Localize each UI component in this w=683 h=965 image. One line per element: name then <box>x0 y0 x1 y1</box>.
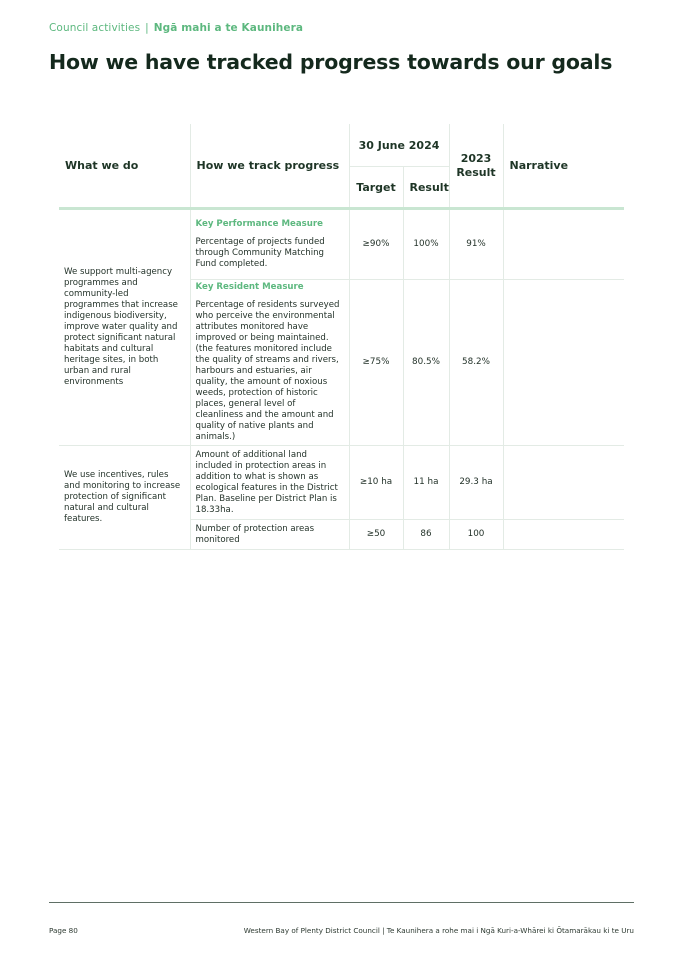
narrative-cell <box>503 520 624 550</box>
measure-text: Percentage of projects funded through Community Matching Fund completed. <box>195 237 325 269</box>
breadcrumb-section: Council activities <box>49 22 141 34</box>
result-cell: 80.5% <box>403 280 449 446</box>
target-cell: ≥90% <box>349 209 403 280</box>
measure-type-label: Key Resident Measure <box>195 282 304 292</box>
result-cell: 86 <box>403 520 449 550</box>
breadcrumb <box>49 22 303 34</box>
measure-text: Amount of additional land included in protection areas in addition to what is shown as ecological features in the District Plan. Baseline per District Plan is 18.33ha. <box>195 449 338 515</box>
header-target: Target <box>349 167 403 209</box>
measure-cell <box>190 520 349 550</box>
header-how-we-track: How we track progress <box>190 124 349 209</box>
measure-cell <box>190 209 349 280</box>
page-title: How we have tracked progress towards our goals <box>49 50 613 74</box>
header-prior-year <box>449 124 503 209</box>
result-cell: 100% <box>403 209 449 280</box>
header-period: 30 June 2024 <box>349 124 449 167</box>
prior-result-cell: 91% <box>449 209 503 280</box>
header-result: Result <box>403 167 449 209</box>
breadcrumb-section-maori: Ngā mahi a te Kaunihera <box>153 22 304 34</box>
narrative-cell <box>503 280 624 446</box>
measure-cell <box>190 446 349 520</box>
header-prior-year-label: 2023 <box>460 151 492 165</box>
header-prior-result-label: Result <box>456 165 496 179</box>
narrative-cell <box>503 446 624 520</box>
measure-text: Percentage of residents surveyed who perceive the environmental attributes monitored have improved or being maintained. (the features monitored include the quality of streams and rivers, harbours and estuaries, air quality, the amount of noxious weeds, protection of historic places, general level of cleanliness and the amount and quality of native plants and animals.) <box>195 300 340 442</box>
prior-result-cell: 100 <box>449 520 503 550</box>
narrative-cell <box>503 209 624 280</box>
result-cell: 11 ha <box>403 446 449 520</box>
footer-divider <box>49 902 634 903</box>
page-number: Page 80 <box>49 926 78 935</box>
header-what-we-do: What we do <box>59 124 190 209</box>
prior-result-cell: 29.3 ha <box>449 446 503 520</box>
what-we-do-cell: We support multi-agency programmes and community-led programmes that increase indigenous biodiversity, improve water quality and protect significant natural habitats and cultural heritage sites, in both urban and rural environments <box>59 209 190 446</box>
breadcrumb-separator: | <box>145 22 149 34</box>
prior-result-cell: 58.2% <box>449 280 503 446</box>
header-row-top <box>59 124 624 167</box>
table-row <box>59 446 624 520</box>
progress-table <box>59 124 624 550</box>
measure-type-label: Key Performance Measure <box>195 219 323 229</box>
target-cell: ≥50 <box>349 520 403 550</box>
target-cell: ≥75% <box>349 280 403 446</box>
measure-cell <box>190 280 349 446</box>
header-narrative: Narrative <box>503 124 624 209</box>
measure-text: Number of protection areas monitored <box>195 523 315 545</box>
target-cell: ≥10 ha <box>349 446 403 520</box>
footer-publisher: Western Bay of Plenty District Council | Te Kaunihera a rohe mai i Ngā Kuri-a-Whārei ki Ōtamarākau ki te Uru <box>243 926 634 935</box>
what-we-do-cell: We use incentives, rules and monitoring to increase protection of significant natural and cultural features. <box>59 446 190 550</box>
table-row <box>59 209 624 280</box>
